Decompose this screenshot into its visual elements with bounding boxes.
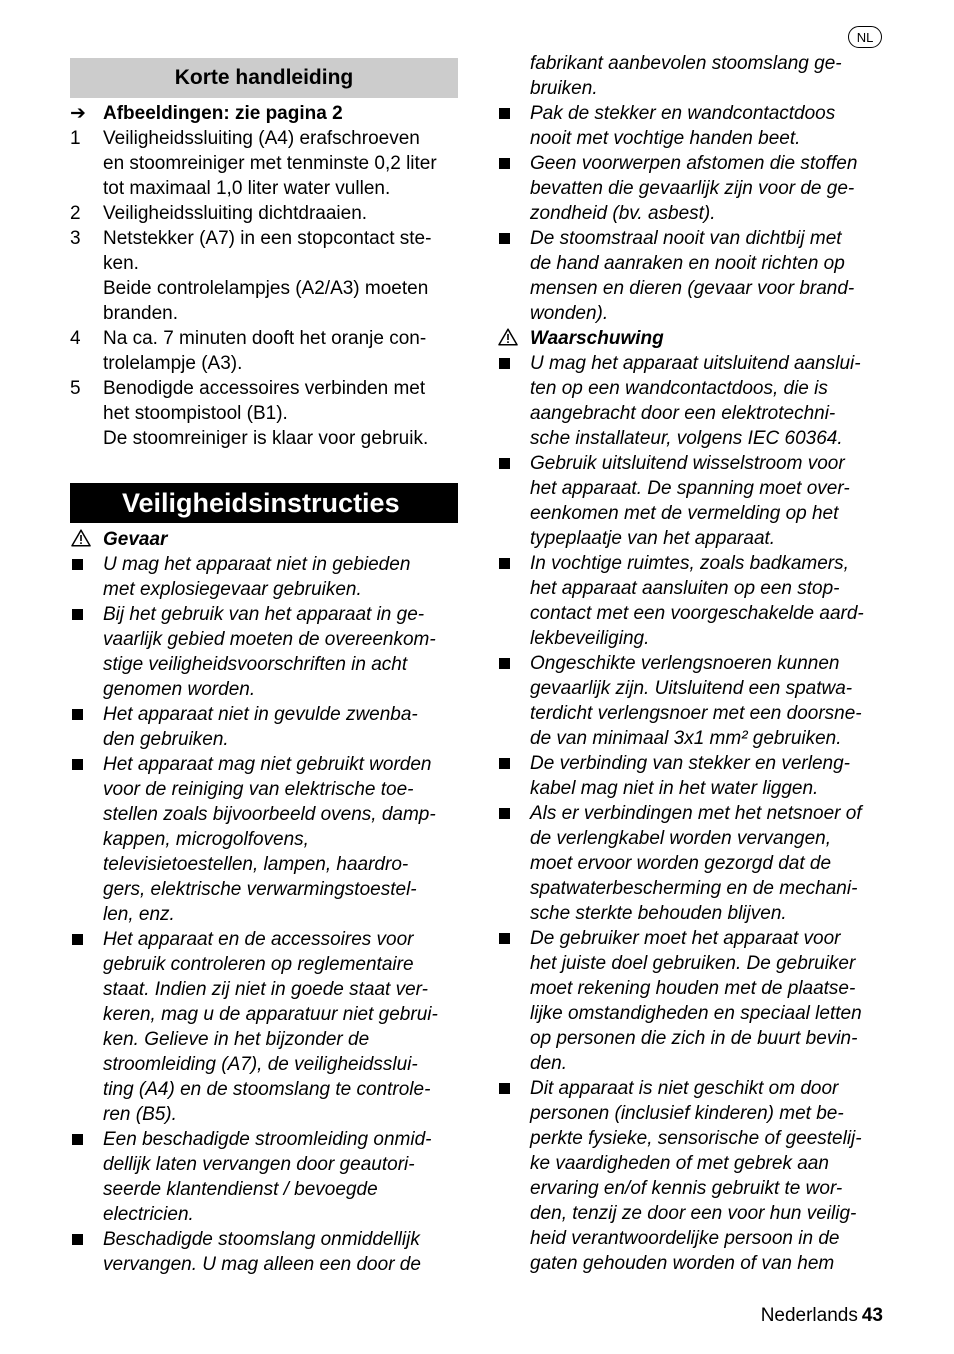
text-line: Pak de stekker en wandcontactdoos bbox=[530, 103, 836, 124]
text-line: Beide controlelampjes (A2/A3) moeten bbox=[103, 278, 429, 299]
footer-language: Nederlands bbox=[760, 1305, 858, 1326]
text-line: De stoomstraal nooit van dichtbij met bbox=[530, 228, 842, 249]
text-line: heid verantwoordelijke persoon in de bbox=[530, 1228, 840, 1249]
square-bullet-icon bbox=[499, 658, 510, 669]
item-text bbox=[103, 1227, 460, 1277]
text-line: ken. bbox=[103, 253, 139, 274]
bullet-marker bbox=[497, 351, 523, 374]
list-item bbox=[70, 752, 460, 927]
text-line: fabrikant aanbevolen stoomslang ge- bbox=[530, 53, 842, 74]
square-bullet-icon bbox=[499, 808, 510, 819]
item-text bbox=[103, 927, 460, 1127]
list-item bbox=[70, 702, 460, 752]
text-line: en stoomreiniger met tenminste 0,2 liter bbox=[103, 153, 437, 174]
text-line: Veiligheidssluiting (A4) erafschroeven bbox=[103, 128, 420, 149]
text-line: Ongeschikte verlengsnoeren kunnen bbox=[530, 653, 840, 674]
step-item bbox=[70, 226, 460, 326]
text-line: Geen voorwerpen afstomen die stoffen bbox=[530, 153, 858, 174]
item-text bbox=[530, 226, 889, 326]
text-line: den, tenzij ze door een voor hun veilig- bbox=[530, 1203, 857, 1224]
text-line: mensen en dieren (gevaar voor brand- bbox=[530, 278, 855, 299]
list-item bbox=[70, 602, 460, 702]
text-line: ke vaardigheden of met gebrek aan bbox=[530, 1153, 829, 1174]
bullet-marker bbox=[70, 752, 96, 775]
text-line: U mag het apparaat niet in gebieden bbox=[103, 554, 411, 575]
text-line: het juiste doel gebruiken. De gebruiker bbox=[530, 953, 856, 974]
text-line: perkte fysieke, sensorische of geestelij- bbox=[530, 1128, 862, 1149]
text-line: den gebruiken. bbox=[103, 729, 229, 750]
text-line: het apparaat aansluiten op een stop- bbox=[530, 578, 840, 599]
list-item bbox=[70, 552, 460, 602]
text-line: met explosiegevaar gebruiken. bbox=[103, 579, 362, 600]
hazard-label-row bbox=[497, 326, 889, 351]
text-line: ting (A4) en de stoomslang te controle- bbox=[103, 1079, 431, 1100]
hazard-label: Waarschuwing bbox=[530, 328, 664, 349]
warning-marker bbox=[497, 326, 523, 351]
quick-guide-heading bbox=[70, 58, 458, 98]
text-line: Bij het gebruik van het apparaat in ge- bbox=[103, 604, 425, 625]
figures-note-text: Afbeeldingen: zie pagina 2 bbox=[103, 103, 343, 124]
list-item bbox=[497, 651, 889, 751]
text-line: stellen zoals bijvoorbeeld ovens, damp- bbox=[103, 804, 436, 825]
text-line: Dit apparaat is niet geschikt om door bbox=[530, 1078, 839, 1099]
text-line: Het apparaat en de accessoires voor bbox=[103, 929, 414, 950]
text-line: sche installateur, volgens IEC 60364. bbox=[530, 428, 843, 449]
text-line: eenkomen met de vermelding op het bbox=[530, 503, 839, 524]
item-text bbox=[530, 1076, 889, 1276]
text-line: typeplaatje van het apparaat. bbox=[530, 528, 776, 549]
text-line: staat. Indien zij niet in goede staat ver- bbox=[103, 979, 428, 1000]
list-item bbox=[497, 801, 889, 926]
text-line: Netstekker (A7) in een stopcontact ste- bbox=[103, 228, 432, 249]
step-number: 3 bbox=[70, 228, 81, 249]
text-line: lijke omstandigheden en speciaal letten bbox=[530, 1003, 862, 1024]
item-text bbox=[530, 551, 889, 651]
item-text bbox=[530, 51, 889, 101]
text-line: ren (B5). bbox=[103, 1104, 177, 1125]
text-line: personen (inclusief kinderen) met be- bbox=[530, 1103, 844, 1124]
text-line: vervangen. U mag alleen een door de bbox=[103, 1254, 421, 1275]
quick-guide-title: Korte handleiding bbox=[174, 66, 354, 89]
item-text bbox=[103, 226, 460, 326]
text-line: branden. bbox=[103, 303, 179, 324]
list-item bbox=[70, 1127, 460, 1227]
list-item bbox=[70, 1227, 460, 1277]
item-text bbox=[103, 602, 460, 702]
bullet-marker bbox=[497, 751, 523, 774]
text-line: seerde klantendienst / bevoegde bbox=[103, 1179, 378, 1200]
item-text bbox=[530, 751, 889, 801]
step-number: 4 bbox=[70, 328, 81, 349]
square-bullet-icon bbox=[72, 709, 83, 720]
text-line: moet ervoor worden gezorgd dat de bbox=[530, 853, 832, 874]
text-line: gaten gehouden worden of van hem bbox=[530, 1253, 835, 1274]
item-text bbox=[530, 926, 889, 1076]
text-line: Benodigde accessoires verbinden met bbox=[103, 378, 426, 399]
text-line: gevaarlijk zijn. Uitsluitend een spatwa- bbox=[530, 678, 853, 699]
hazard-label: Gevaar bbox=[103, 529, 168, 550]
square-bullet-icon bbox=[499, 158, 510, 169]
text-line: Een beschadigde stroomleiding onmid- bbox=[103, 1129, 432, 1150]
list-item bbox=[70, 927, 460, 1127]
bullet-marker bbox=[70, 552, 96, 575]
text-line: stroomleiding (A7), de veiligheidsslui- bbox=[103, 1054, 418, 1075]
text-line: contact met een voorgeschakelde aard- bbox=[530, 603, 864, 624]
text-line: wonden). bbox=[530, 303, 609, 324]
warning-triangle-icon bbox=[498, 328, 518, 346]
bullet-marker bbox=[70, 927, 96, 950]
list-item bbox=[497, 451, 889, 551]
bullet-marker bbox=[497, 101, 523, 124]
text-line: de van minimaal 3x1 mm² gebruiken. bbox=[530, 728, 842, 749]
text-line: trolelampje (A3). bbox=[103, 353, 243, 374]
item-text bbox=[103, 552, 460, 602]
list-item bbox=[497, 1076, 889, 1276]
item-text bbox=[530, 151, 889, 226]
list-item bbox=[497, 226, 889, 326]
square-bullet-icon bbox=[499, 108, 510, 119]
text-line: de hand aanraken en nooit richten op bbox=[530, 253, 845, 274]
text-line: Als er verbindingen met het netsnoer of bbox=[530, 803, 862, 824]
square-bullet-icon bbox=[72, 1134, 83, 1145]
bullet-marker bbox=[70, 602, 96, 625]
bullet-marker bbox=[497, 551, 523, 574]
text-line: den. bbox=[530, 1053, 567, 1074]
text-line: dellijk laten vervangen door geautori- bbox=[103, 1154, 415, 1175]
square-bullet-icon bbox=[72, 1234, 83, 1245]
bullet-marker bbox=[497, 926, 523, 949]
bullet-marker bbox=[497, 151, 523, 174]
text-line: moet rekening houden met de plaatse- bbox=[530, 978, 856, 999]
language-badge: NL bbox=[848, 26, 882, 48]
text-line: de verlengkabel worden vervangen, bbox=[530, 828, 832, 849]
step-item bbox=[70, 126, 460, 201]
item-text bbox=[530, 101, 889, 151]
step-item bbox=[70, 326, 460, 376]
safety-heading bbox=[70, 483, 458, 523]
text-line: De stoomreiniger is klaar voor gebruik. bbox=[103, 428, 429, 449]
text-line: vaarlijk gebied moeten de overeenkom- bbox=[103, 629, 436, 650]
item-text bbox=[103, 752, 460, 927]
text-line: keren, mag u de apparatuur niet gebrui- bbox=[103, 1004, 438, 1025]
list-item bbox=[497, 151, 889, 226]
item-text bbox=[103, 702, 460, 752]
bullet-marker bbox=[497, 451, 523, 474]
text-line: bevatten die gevaarlijk zijn voor de ge- bbox=[530, 178, 855, 199]
text-line: De verbinding van stekker en verleng- bbox=[530, 753, 851, 774]
text-line: voor de reiniging van elektrische toe- bbox=[103, 779, 414, 800]
item-text bbox=[530, 451, 889, 551]
square-bullet-icon bbox=[499, 558, 510, 569]
list-item bbox=[497, 351, 889, 451]
warning-marker bbox=[70, 527, 96, 552]
text-line: sche sterkte behouden blijven. bbox=[530, 903, 787, 924]
text-line: kappen, microgolfovens, bbox=[103, 829, 309, 850]
bullet-marker bbox=[70, 702, 96, 725]
text-line: televisietoestellen, lampen, haardro- bbox=[103, 854, 409, 875]
text-line: len, enz. bbox=[103, 904, 175, 925]
text-line: het apparaat. De spanning moet over- bbox=[530, 478, 850, 499]
list-item bbox=[497, 551, 889, 651]
item-text bbox=[103, 126, 460, 201]
arrow-right-icon: ➔ bbox=[70, 103, 86, 124]
item-text bbox=[530, 801, 889, 926]
list-item bbox=[497, 751, 889, 801]
text-line: spatwaterbescherming en de mechani- bbox=[530, 878, 858, 899]
square-bullet-icon bbox=[499, 933, 510, 944]
item-text bbox=[103, 376, 460, 451]
bullet-marker bbox=[497, 801, 523, 824]
item-text bbox=[103, 201, 460, 226]
bullet-marker bbox=[497, 651, 523, 674]
square-bullet-icon bbox=[72, 609, 83, 620]
step-item bbox=[70, 376, 460, 451]
text-line: stige veiligheidsvoorschriften in acht bbox=[103, 654, 408, 675]
step-number: 5 bbox=[70, 378, 81, 399]
step-number: 2 bbox=[70, 203, 81, 224]
step-item bbox=[70, 201, 460, 226]
square-bullet-icon bbox=[499, 233, 510, 244]
text-line: Beschadigde stoomslang onmiddellijk bbox=[103, 1229, 420, 1250]
text-line: ten op een wandcontactdoos, die is bbox=[530, 378, 828, 399]
item-text bbox=[530, 351, 889, 451]
bullet-marker bbox=[497, 226, 523, 249]
text-line: De gebruiker moet het apparaat voor bbox=[530, 928, 841, 949]
text-line: ervaring en/of kennis gebruikt te wor- bbox=[530, 1178, 843, 1199]
text-line: Het apparaat mag niet gebruikt worden bbox=[103, 754, 432, 775]
text-line: In vochtige ruimtes, zoals badkamers, bbox=[530, 553, 849, 574]
square-bullet-icon bbox=[72, 759, 83, 770]
figures-note bbox=[70, 101, 460, 126]
square-bullet-icon bbox=[499, 758, 510, 769]
square-bullet-icon bbox=[499, 458, 510, 469]
text-line: ken. Gelieve in het bijzonder de bbox=[103, 1029, 370, 1050]
text-line: lekbeveiliging. bbox=[530, 628, 650, 649]
item-text bbox=[103, 1127, 460, 1227]
text-line: terdicht verlengsnoer met een doorsne- bbox=[530, 703, 862, 724]
text-line: aangebracht door een elektrotechni- bbox=[530, 403, 836, 424]
text-line: het stoompistool (B1). bbox=[103, 403, 288, 424]
bullet-marker bbox=[497, 1076, 523, 1099]
hazard-label-row bbox=[70, 527, 460, 552]
square-bullet-icon bbox=[499, 358, 510, 369]
continued-item bbox=[497, 51, 889, 101]
text-line: Gebruik uitsluitend wisselstroom voor bbox=[530, 453, 845, 474]
text-line: op personen die zich in de buurt bevin- bbox=[530, 1028, 858, 1049]
text-line: bruiken. bbox=[530, 78, 598, 99]
text-line: electricien. bbox=[103, 1204, 194, 1225]
page-number: 43 bbox=[861, 1305, 883, 1326]
text-line: Na ca. 7 minuten dooft het oranje con- bbox=[103, 328, 427, 349]
square-bullet-icon bbox=[72, 934, 83, 945]
text-line: tot maximaal 1,0 liter water vullen. bbox=[103, 178, 391, 199]
list-item bbox=[497, 101, 889, 151]
square-bullet-icon bbox=[72, 559, 83, 570]
bullet-marker bbox=[70, 1127, 96, 1150]
safety-title: Veiligheidsinstructies bbox=[122, 487, 400, 518]
text-line: Veiligheidssluiting dichtdraaien. bbox=[103, 203, 368, 224]
item-text bbox=[103, 326, 460, 376]
text-line: kabel mag niet in het water liggen. bbox=[530, 778, 819, 799]
step-number: 1 bbox=[70, 128, 81, 149]
page-footer bbox=[761, 1303, 883, 1328]
text-line: zondheid (bv. asbest). bbox=[530, 203, 716, 224]
warning-triangle-icon bbox=[71, 529, 91, 547]
text-line: genomen worden. bbox=[103, 679, 256, 700]
text-line: U mag het apparaat uitsluitend aanslui- bbox=[530, 353, 861, 374]
item-text bbox=[530, 651, 889, 751]
text-line: gebruik controleren op reglementaire bbox=[103, 954, 414, 975]
square-bullet-icon bbox=[499, 1083, 510, 1094]
text-line: nooit met vochtige handen beet. bbox=[530, 128, 801, 149]
list-item bbox=[497, 926, 889, 1076]
text-line: gers, elektrische verwarmingstoestel- bbox=[103, 879, 417, 900]
text-line: Het apparaat niet in gevulde zwenba- bbox=[103, 704, 418, 725]
bullet-marker bbox=[70, 1227, 96, 1250]
